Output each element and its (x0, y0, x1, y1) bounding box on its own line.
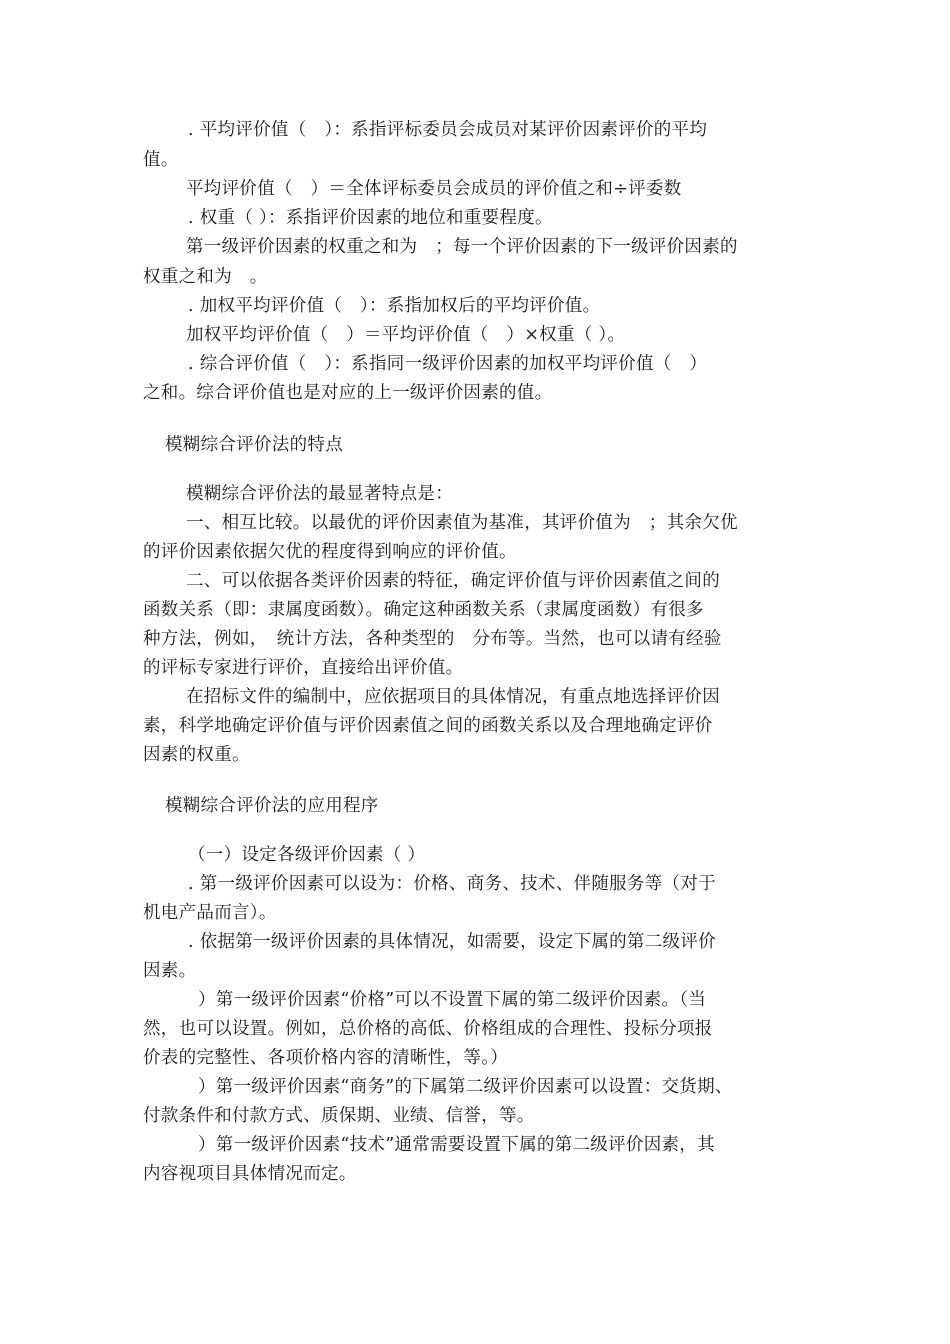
text-line: ）第一级评价因素“商务”的下属第二级评价因素可以设置：交货期、 (198, 1077, 733, 1097)
text-line: 素，科学地确定评价值与评价因素值之间的函数关系以及合理地确定评价 (143, 716, 713, 736)
text-line: 权重之和为 。 (143, 267, 268, 287)
text-line: 一、相互比较。以最优的评价因素值为基准，其评价值为 ；其余欠优 (186, 513, 738, 533)
text-line: 因素。 (143, 961, 197, 981)
text-line: 内容视项目具体情况而定。 (143, 1164, 357, 1184)
text-line: . 综合评价值（ ）：系指同一级评价因素的加权平均评价值（ ） (188, 354, 708, 374)
section-heading: 模糊综合评价法的应用程序 (165, 796, 379, 816)
text-line: . 第一级评价因素可以设为：价格、商务、技术、伴随服务等（对于 (188, 874, 716, 894)
text-line: . 加权平均评价值（ ）：系指加权后的平均评价值。 (188, 296, 601, 316)
text-line: 的评标专家进行评价，直接给出评价值。 (143, 658, 464, 678)
text-line: 机电产品而言）。 (143, 903, 277, 923)
section-heading: 模糊综合评价法的特点 (165, 435, 343, 455)
text-line: 平均评价值（ ）＝全体评标委员会成员的评价值之和÷评委数 (186, 179, 682, 199)
text-line: 种方法，例如， 统计方法，各种类型的 分布等。当然，也可以请有经验 (143, 629, 722, 649)
text-line: 之和。综合评价值也是对应的上一级评价因素的值。 (143, 383, 553, 403)
text-line: 然，也可以设置。例如，总价格的高低、价格组成的合理性、投标分项报 (143, 1019, 713, 1039)
text-line: ）第一级评价因素“技术”通常需要设置下属的第二级评价因素，其 (198, 1135, 715, 1155)
text-line: 的评价因素依据欠优的程度得到响应的评价值。 (143, 542, 517, 562)
text-line: 在招标文件的编制中，应依据项目的具体情况，有重点地选择评价因 (186, 687, 720, 707)
text-line: 价表的完整性、各项价格内容的清晰性，等。） (143, 1048, 509, 1068)
text-line: 函数关系（即：隶属度函数）。确定这种函数关系（隶属度函数）有很多 (143, 600, 704, 620)
text-line: 第一级评价因素的权重之和为 ；每一个评价因素的下一级评价因素的 (186, 237, 738, 257)
text-line: . 依据第一级评价因素的具体情况，如需要，设定下属的第二级评价 (188, 932, 716, 952)
text-line: 值。 (143, 150, 179, 170)
text-line: ）第一级评价因素“价格”可以不设置下属的第二级评价因素。（当 (198, 990, 707, 1010)
text-line: 加权平均评价值（ ）＝平均评价值（ ）×权重（ ）。 (186, 325, 626, 345)
text-line: 模糊综合评价法的最显著特点是： (186, 484, 453, 504)
text-line: 付款条件和付款方式、质保期、业绩、信誉，等。 (143, 1106, 535, 1126)
text-line: . 平均评价值（ ）：系指评标委员会成员对某评价因素评价的平均 (188, 120, 708, 140)
text-line: （一）设定各级评价因素（ ） (188, 845, 426, 865)
text-line: . 权重（ ）：系指评价因素的地位和重要程度。 (188, 208, 553, 228)
text-line: 因素的权重。 (143, 745, 250, 765)
text-line: 二、可以依据各类评价因素的特征，确定评价值与评价因素值之间的 (186, 571, 720, 591)
